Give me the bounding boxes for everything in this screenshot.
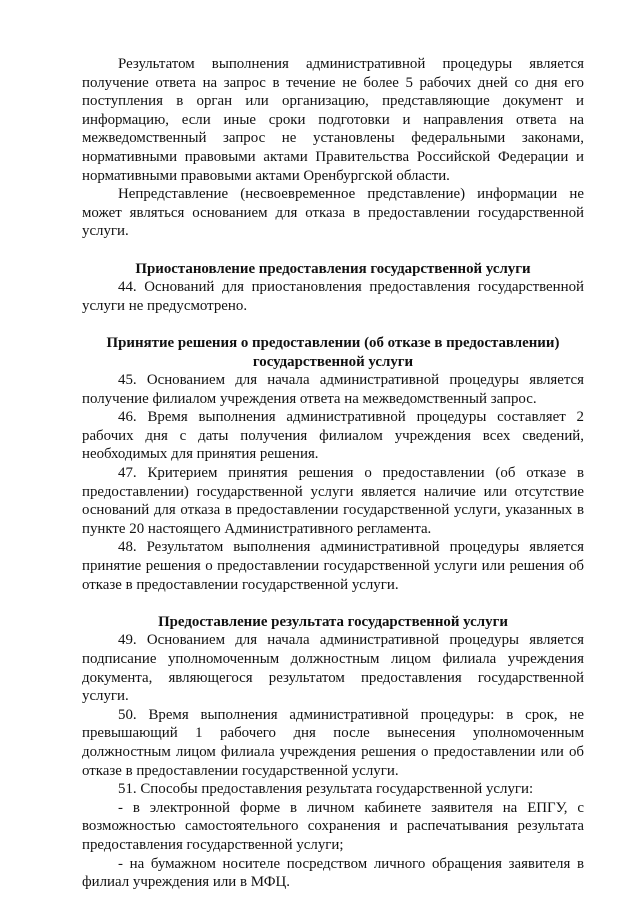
paragraph: 51. Способы предоставления результата государственной услуги: xyxy=(118,781,534,798)
paragraph: 49. Основанием для начала административной процедуры является подписание уполномоченным должностным лицом филиала учреждения документа, являющегося результатом предоставления государственной услуги. xyxy=(82,632,584,705)
paragraph: 50. Время выполнения административной процедуры: в срок, не превышающий 1 рабочего дня после вынесения уполномоченным должностным лицом филиала учреждения решения о предоставлении или об отказе в предоставлении государственной услуги. xyxy=(82,706,584,779)
paragraph: Непредставление (несвоевременное представление) информации не может являться основанием для отказа в предоставлении государственной услуги. xyxy=(82,186,584,240)
paragraph: 44. Оснований для приостановления предоставления государственной услуги не предусмотрено. xyxy=(82,279,584,314)
section-heading: Приостановление предоставления государственной услуги xyxy=(135,260,531,277)
paragraph: Результатом выполнения административной процедуры является получение ответа на запрос в течение не более 5 рабочих дней со дня его поступления в орган или организацию, представляющие документ и информацию, если иные сроки подготовки и направления ответа на межведомственный запрос не установлены федеральными законами, нормативными правовыми актами Правительства Российской Федерации и нормативными правовыми актами Оренбургской области. xyxy=(82,56,584,184)
paragraph: - на бумажном носителе посредством личного обращения заявителя в филиал учреждения или в МФЦ. xyxy=(82,855,584,891)
paragraph: 48. Результатом выполнения административной процедуры является принятие решения о предоставлении государственной услуги или решения об отказе в предоставлении государственной услуги. xyxy=(82,539,584,593)
paragraph: 47. Критерием принятия решения о предоставлении (об отказе в предоставлении) государственной услуги является наличие или отсутствие оснований для отказа в предоставлении государственной услуги, указанных в пункте 20 настоящего Административного регламента. xyxy=(82,465,584,537)
section-heading: Предоставление результата государственной услуги xyxy=(158,613,508,630)
section-heading: Принятие решения о предоставлении (об отказе в предоставлении) государственной услуги xyxy=(106,334,560,370)
paragraph: 46. Время выполнения административной процедуры составляет 2 рабочих дня с даты получения филиалом учреждения всех сведений, необходимых для принятия решения. xyxy=(82,409,584,463)
paragraph: - в электронной форме в личном кабинете заявителя на ЕПГУ, с возможностью самостоятельного сохранения и распечатывания результата предоставления государственной услуги; xyxy=(82,799,584,853)
paragraph: 45. Основанием для начала административной процедуры является получение филиалом учреждения ответа на межведомственный запрос. xyxy=(82,372,584,407)
